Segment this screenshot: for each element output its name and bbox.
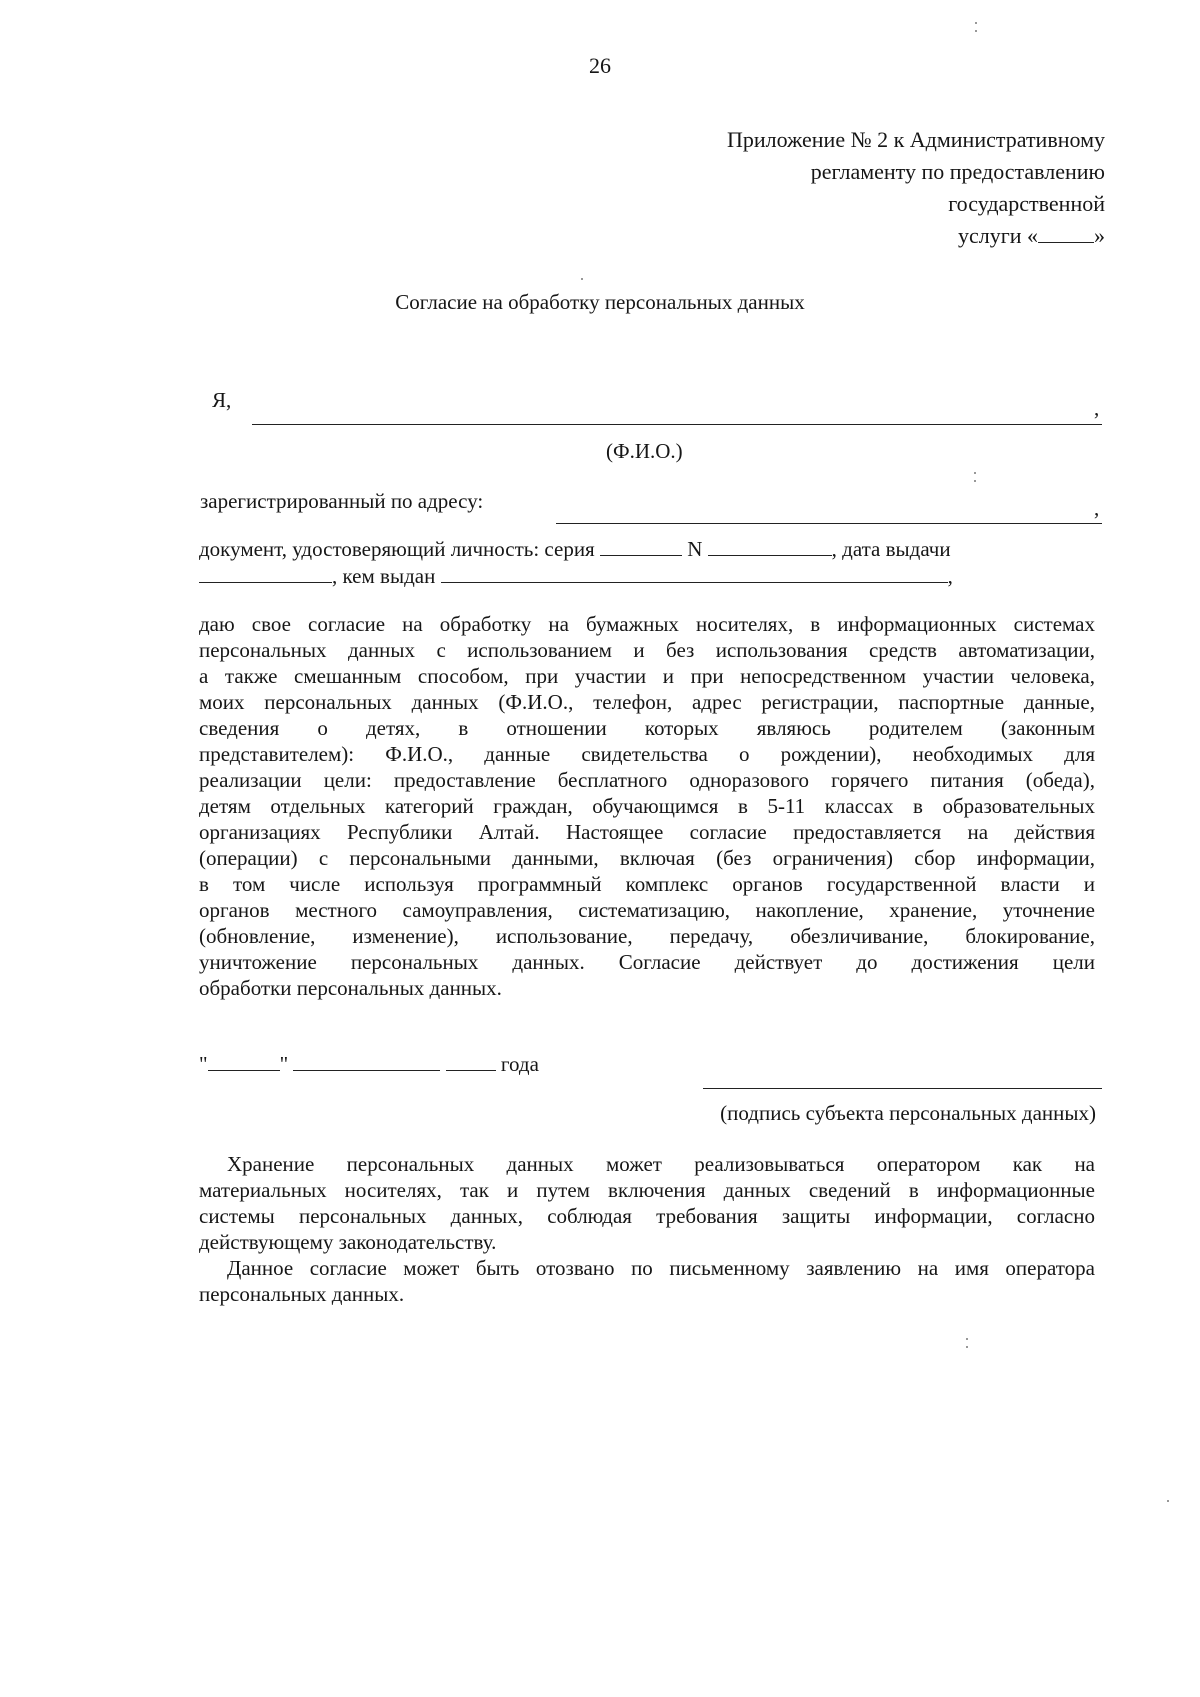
year-label: года <box>500 1052 539 1076</box>
storage-line: системы персональных данных, соблюдая требования защиты информации, согласно <box>199 1204 1095 1228</box>
consent-line: даю свое согласие на обработку на бумажных носителях, в информационных системах <box>199 612 1095 636</box>
storage-line: Хранение персональных данных может реализовываться оператором как на <box>227 1152 1095 1176</box>
appendix-line-2: регламенту по предоставлению <box>810 159 1105 184</box>
consent-line: в том числе используя программный комплекс органов государственной власти и <box>199 872 1095 896</box>
scan-speck <box>581 278 583 280</box>
consent-line: организациях Республики Алтай. Настоящее согласие предоставляется на действия <box>199 820 1095 844</box>
signature-caption: (подпись субъекта персональных данных) <box>720 1101 1096 1125</box>
service-label: услуги « <box>957 223 1038 248</box>
revocation-line: персональных данных. <box>199 1282 405 1306</box>
revocation-line: Данное согласие может быть отозвано по письменному заявлению на имя оператора <box>227 1256 1095 1280</box>
number-blank <box>708 535 832 556</box>
consent-line: реализации цели: предоставление бесплатного одноразового горячего питания (обеда), <box>199 768 1095 792</box>
address-line <box>556 523 1102 524</box>
scan-speck <box>974 472 976 474</box>
scan-speck <box>966 1338 968 1340</box>
date-row <box>199 1050 539 1078</box>
document-label: документ, удостоверяющий личность: серия <box>199 537 595 561</box>
consent-line: обработки персональных данных. <box>199 976 502 1000</box>
date-quote-close: " <box>279 1052 289 1076</box>
fio-line <box>252 424 1102 425</box>
i-label: Я, <box>212 388 232 412</box>
page-number: 26 <box>589 53 611 78</box>
month-blank <box>293 1050 440 1071</box>
day-blank <box>208 1050 280 1071</box>
appendix-header <box>727 124 1105 252</box>
consent-line: а также смешанным способом, при участии и при непосредственном участии человека, <box>199 664 1095 688</box>
storage-line: материальных носителях, так и путем включения данных сведений в информационные <box>199 1178 1095 1202</box>
year-blank <box>446 1050 496 1071</box>
storage-line: действующему законодательству. <box>199 1230 497 1254</box>
consent-line: органов местного самоуправления, систематизацию, накопление, хранение, уточнение <box>199 898 1095 922</box>
storage-paragraph <box>199 1151 1095 1255</box>
consent-line: детям отдельных категорий граждан, обучающимся в 5-11 классах в образовательных <box>199 794 1095 818</box>
address-comma: , <box>1094 496 1100 520</box>
series-blank <box>600 535 682 556</box>
address-label: зарегистрированный по адресу: <box>200 489 484 513</box>
consent-line: персональных данных с использованием и без использования средств автоматизации, <box>199 638 1095 662</box>
scan-speck <box>1167 1500 1169 1502</box>
issued-by-row <box>199 562 953 590</box>
consent-line: представителем): Ф.И.О., данные свидетельства о рождении), необходимых для <box>199 742 1095 766</box>
appendix-line-3: государственной <box>948 191 1105 216</box>
number-label: N <box>687 537 703 561</box>
consent-line: уничтожение персональных данных. Согласие действует до достижения цели <box>199 950 1095 974</box>
revocation-paragraph <box>199 1255 1095 1307</box>
issued-by-label: , кем выдан <box>332 564 436 588</box>
scan-speck <box>975 30 977 32</box>
fio-caption: (Ф.И.О.) <box>606 439 683 463</box>
document-title: Согласие на обработку персональных данных <box>395 290 805 314</box>
service-name-blank <box>1038 222 1094 243</box>
signature-line <box>703 1088 1102 1089</box>
consent-paragraph <box>199 611 1095 1001</box>
issue-date-blank <box>199 562 332 583</box>
issued-by-comma: , <box>947 564 953 588</box>
consent-line: сведения о детях, в отношении которых являюсь родителем (законным <box>199 716 1095 740</box>
issued-by-blank <box>441 562 948 583</box>
fio-comma: , <box>1094 396 1100 420</box>
scan-speck <box>975 22 977 24</box>
issue-date-label: , дата выдачи <box>831 537 951 561</box>
scan-speck <box>966 1346 968 1348</box>
scan-speck <box>974 480 976 482</box>
appendix-line-4 <box>727 220 1105 252</box>
identity-document-row <box>199 535 951 563</box>
consent-line: (обновление, изменение), использование, передачу, обезличивание, блокирование, <box>199 924 1095 948</box>
consent-line: моих персональных данных (Ф.И.О., телефон, адрес регистрации, паспортные данные, <box>199 690 1095 714</box>
consent-line: (операции) с персональными данными, включая (без ограничения) сбор информации, <box>199 846 1095 870</box>
service-quote-close: » <box>1094 223 1105 248</box>
date-quote-open: " <box>199 1052 208 1076</box>
appendix-line-1: Приложение № 2 к Административному <box>727 127 1105 152</box>
